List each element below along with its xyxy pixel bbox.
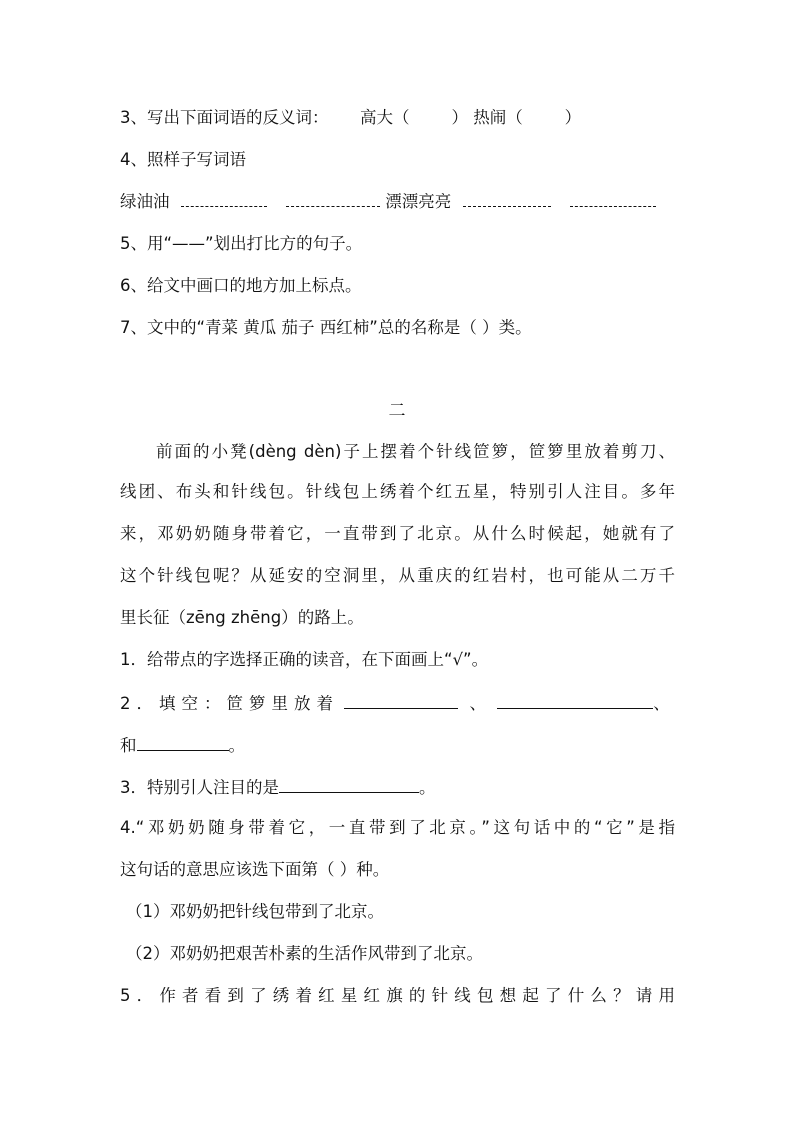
question-2-prompt: 2．填空：笸箩里放着 [120,694,339,713]
answer-blank[interactable] [497,691,653,709]
antonym-item-1: 高大（ ） [359,108,468,127]
passage-line-2: 线团、布头和针线包。针线包上绣着个红五星，特别引人注目。多年 [120,482,675,501]
question-3-prompt: 3．特别引人注目的是 [120,778,279,797]
section-heading: 二 [388,401,406,421]
passage-line-1: 前面的小凳(dèng dèn)子上摆着个针线笸箩，笸箩里放着剪刀、 [156,442,675,461]
separator: 、 [469,694,486,713]
period: 。 [419,778,436,797]
separator: 、 [653,694,670,713]
question-5-prompt: 5、用“——”划出打比方的句子。 [120,234,363,253]
question-3-antonyms [120,107,675,129]
option-1: （1）邓奶奶把针线包带到了北京。 [126,902,384,921]
passage-question-4-line-2: 这句话的意思应该选下面第（ ）种。 [120,860,390,879]
answer-blank[interactable] [344,691,458,709]
passage-question-2-continued [120,733,675,757]
period: 。 [228,736,245,755]
answer-blank[interactable] [286,191,380,207]
answer-blank[interactable] [279,775,419,793]
question-3-prompt: 3、写出下面词语的反义词： [120,108,329,127]
question-2-and: 和 [120,736,137,755]
passage-question-4-line-1: 4.“邓奶奶随身带着它，一直带到了北京。”这句话中的“它”是指 [120,818,675,837]
answer-blank[interactable] [181,191,267,207]
passage-question-1: 1．给带点的字选择正确的读音，在下面画上“√”。 [120,650,489,669]
passage-question-5: 5．作者看到了绣着红星红旗的针线包想起了什么？请用 [120,986,675,1005]
question-4-example-row [120,191,675,213]
example-word-2: 漂漂亮亮 [385,192,452,211]
passage-line-5: 里长征（zēng zhēng）的路上。 [120,608,364,627]
passage-question-3 [120,775,675,799]
answer-blank[interactable] [137,733,229,751]
example-word-1: 绿油油 [120,192,170,211]
question-4-prompt: 4、照样子写词语 [120,150,246,169]
answer-blank[interactable] [570,191,656,207]
passage-line-3: 来，邓奶奶随身带着它，一直带到了北京。从什么时候起，她就有了 [120,524,675,543]
question-6-prompt: 6、给文中画口的地方加上标点。 [120,276,362,295]
passage-question-2 [120,691,675,715]
option-2: （2）邓奶奶把艰苦朴素的生活作风带到了北京。 [126,944,483,963]
antonym-item-2: 热闹（ ） [473,108,582,127]
question-7-prompt: 7、文中的“青菜 黄瓜 茄子 西红柿”总的名称是（ ）类。 [120,318,532,337]
answer-blank[interactable] [463,191,551,207]
passage-line-4: 这个针线包呢？从延安的空洞里，从重庆的红岩村，也可能从二万千 [120,566,675,585]
